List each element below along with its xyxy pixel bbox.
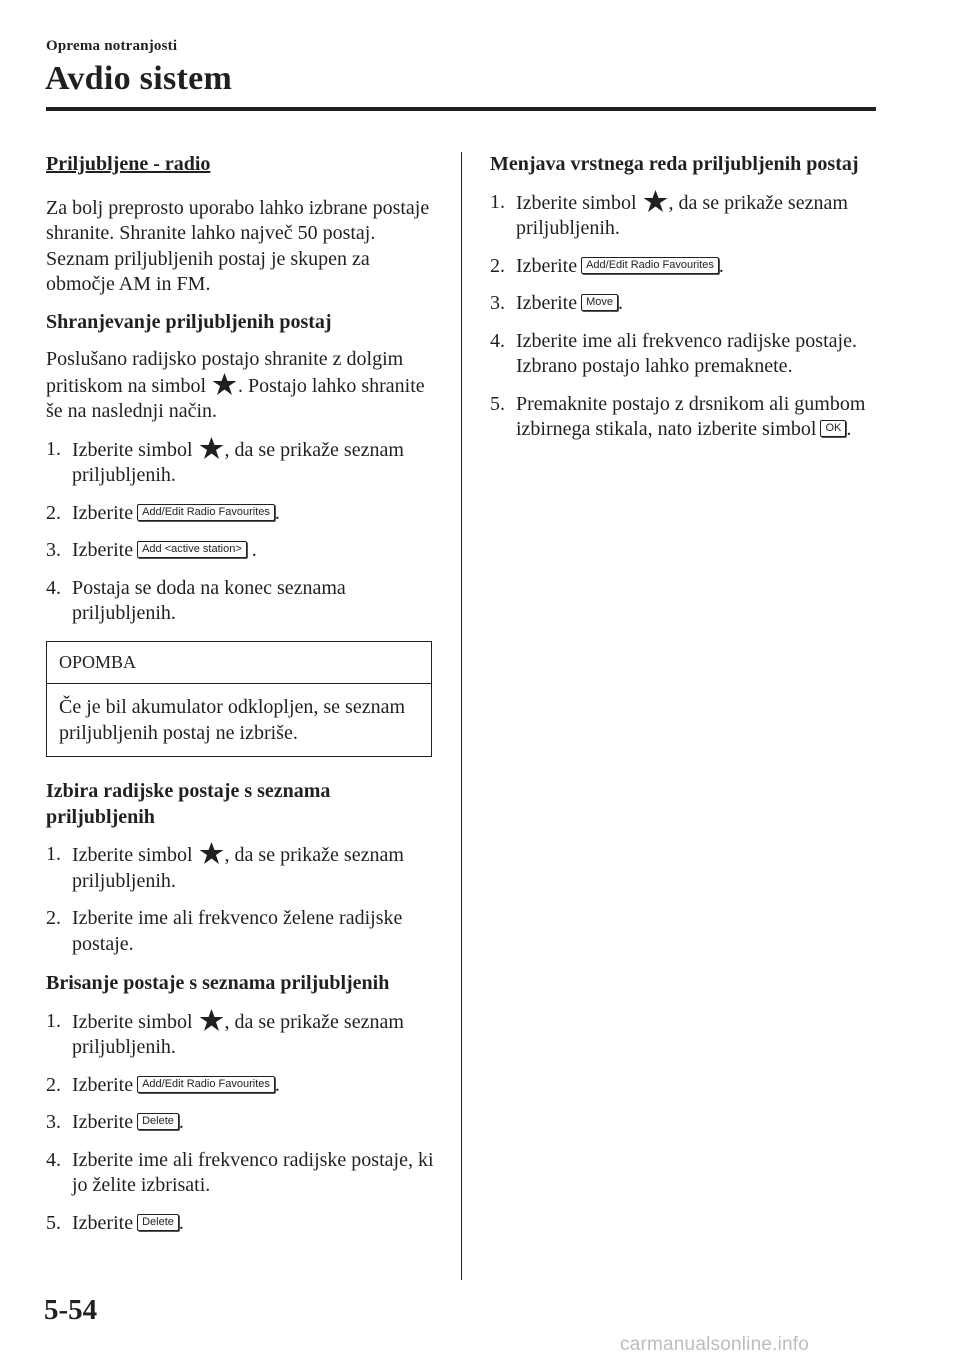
star-icon: [198, 437, 225, 459]
delete-heading: Brisanje postaje s seznama priljubljenih: [46, 972, 390, 994]
step-text: .: [617, 292, 623, 314]
save-paragraph: [46, 347, 434, 425]
step-text: Izberite ime ali frekvenco radijske postaje, ki jo želite izbrisati.: [72, 1148, 434, 1196]
save-heading: Shranjevanje priljubljenih postaj: [46, 310, 332, 333]
step-number: 2.: [46, 907, 61, 929]
note-box: [46, 641, 432, 758]
step-number: 4.: [46, 1148, 61, 1171]
list-item: [46, 1009, 434, 1061]
note-body: Če je bil akumulator odklopljen, se seznam priljubljenih postaj ne izbriše.: [59, 696, 406, 744]
step-number: 5.: [46, 1211, 61, 1234]
list-item: [490, 254, 890, 280]
intro-paragraph: Za bolj preprosto uporabo lahko izbrane postaje shranite. Shranite lahko največ 50 postaj. Seznam priljubljenih postaj je skupen za območje AM in FM.: [46, 196, 430, 295]
list-item: [46, 1073, 434, 1099]
page-title: Avdio sistem: [45, 60, 233, 97]
add-edit-favourites-button[interactable]: Add/Edit Radio Favourites: [137, 1076, 275, 1093]
step-text: .: [274, 1073, 280, 1096]
section-kicker: Oprema notranjosti: [46, 38, 178, 54]
step-text: Izberite simbol: [72, 1010, 193, 1033]
step-number: 1.: [490, 190, 505, 213]
step-text: .: [718, 254, 724, 277]
list-item: [46, 437, 434, 489]
list-item: [46, 538, 434, 564]
step-number: 1.: [46, 843, 61, 865]
ok-button[interactable]: OK: [820, 420, 846, 437]
right-column: [490, 152, 890, 457]
step-number: 2.: [46, 501, 61, 524]
step-number: 1.: [46, 1009, 61, 1032]
step-text: Izberite simbol: [72, 438, 193, 461]
step-text: Izberite: [72, 501, 134, 524]
step-text: Izberite: [516, 254, 578, 277]
move-steps: [490, 190, 890, 443]
add-active-station-button[interactable]: Add <active station>: [137, 541, 247, 558]
watermark-text: carmanualsonline.info: [620, 1334, 810, 1355]
column-divider: [461, 152, 462, 1280]
list-item: [46, 1110, 434, 1136]
step-number: 2.: [46, 1073, 61, 1096]
save-steps: [46, 437, 434, 627]
star-icon: [642, 190, 669, 212]
step-number: 3.: [490, 292, 505, 314]
step-text: Izberite simbol: [72, 844, 193, 866]
list-item: [46, 501, 434, 527]
delete-button[interactable]: Delete: [137, 1113, 179, 1130]
step-number: 1.: [46, 437, 61, 460]
select-heading: Izbira radijske postaje s seznama priljubljenih: [46, 780, 331, 828]
step-text: Premaknite postajo z drsnikom ali gumbom izbirnega stikala, nato izberite simbol: [516, 392, 866, 440]
step-text: Izberite: [72, 1211, 134, 1234]
step-text: Postaja se doda na konec seznama priljubljenih.: [72, 576, 346, 624]
move-button[interactable]: Move: [581, 294, 618, 311]
list-item: [490, 392, 890, 443]
step-number: 3.: [46, 1111, 61, 1133]
delete-steps: [46, 1009, 434, 1237]
list-item: [490, 329, 890, 380]
step-text: Izberite ime ali frekvenco želene radijske postaje.: [72, 907, 403, 955]
save-text-before: Poslušano radijsko postajo shranite z dolgim pritiskom na simbol: [46, 348, 404, 397]
list-item: [46, 842, 434, 894]
list-item: [46, 906, 434, 957]
step-text: Izberite ime ali frekvenco radijske postaje. Izbrano postajo lahko premaknete.: [516, 329, 857, 377]
step-text: , da se prikaže seznam priljubljenih.: [72, 1010, 404, 1058]
step-text: .: [251, 539, 257, 561]
step-number: 4.: [46, 576, 61, 599]
step-number: 4.: [490, 329, 505, 352]
step-text: Izberite: [72, 539, 134, 561]
step-text: Izberite: [516, 292, 578, 314]
page-number: 5-54: [44, 1294, 98, 1326]
step-number: 5.: [490, 392, 505, 415]
step-text: .: [178, 1211, 184, 1234]
step-text: .: [274, 501, 280, 524]
delete-button[interactable]: Delete: [137, 1214, 179, 1231]
add-edit-favourites-button[interactable]: Add/Edit Radio Favourites: [581, 257, 719, 274]
step-number: 3.: [46, 539, 61, 561]
step-text: Izberite simbol: [516, 191, 637, 214]
list-item: [46, 1148, 434, 1199]
note-title: OPOMBA: [47, 642, 431, 685]
add-edit-favourites-button[interactable]: Add/Edit Radio Favourites: [137, 504, 275, 521]
star-icon: [198, 842, 225, 864]
step-text: , da se prikaže seznam priljubljenih.: [516, 191, 848, 239]
title-rule: [46, 107, 876, 111]
step-text: Izberite: [72, 1073, 134, 1096]
select-steps: [46, 842, 434, 957]
step-text: .: [846, 418, 852, 440]
favorites-heading: Priljubljene - radio: [46, 153, 211, 175]
left-column: [46, 152, 434, 1250]
star-icon: [198, 1009, 225, 1031]
step-text: , da se prikaže seznam priljubljenih.: [72, 844, 404, 892]
save-text-after: . Postajo lahko shranite še na naslednji način.: [46, 374, 425, 422]
step-text: , da se prikaže seznam priljubljenih.: [72, 438, 404, 486]
list-item: [46, 576, 434, 627]
step-number: 2.: [490, 254, 505, 277]
list-item: [490, 190, 890, 242]
star-icon: [211, 373, 238, 395]
list-item: [46, 1211, 434, 1237]
step-text: .: [178, 1111, 184, 1133]
list-item: [490, 291, 890, 317]
step-text: Izberite: [72, 1111, 134, 1133]
move-heading: Menjava vrstnega reda priljubljenih postaj: [490, 153, 859, 175]
